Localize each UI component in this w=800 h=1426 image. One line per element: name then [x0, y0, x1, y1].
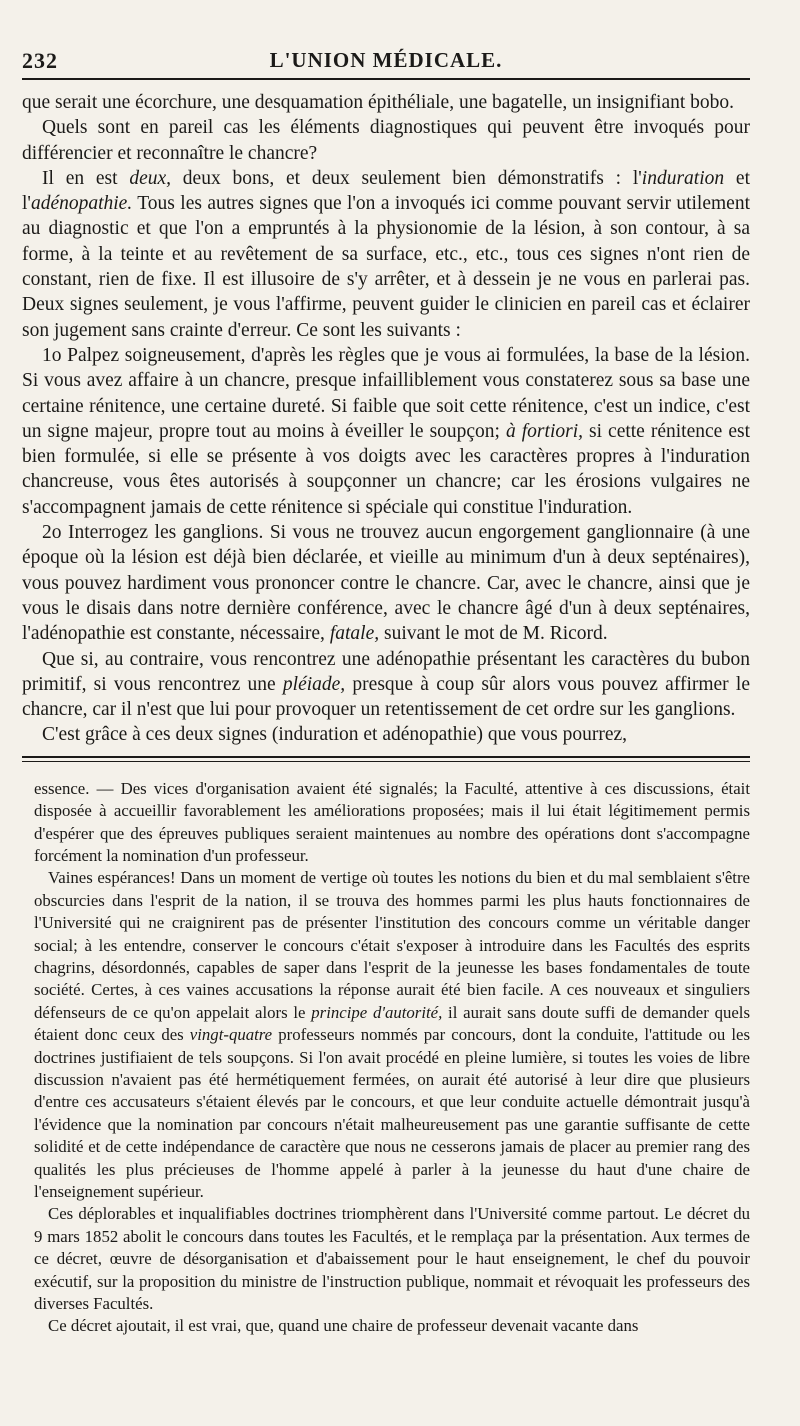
paragraph: 2o Interrogez les ganglions. Si vous ne trouvez aucun engorgement ganglionnaire (à une époque où la lésion est déjà bien déclarée, et vieille au minimum d'un à deux septénaires), vous pouvez hardiment vous prononcer contre le chancre. Car, avec le chancre, ainsi que je vous le disais dans notre dernière conférence, avec le chancre âgé d'un à deux septénaires, l'adénopathie est constante, nécessaire, fatale, suivant le mot de M. Ricord.	[22, 522, 750, 645]
page-number: 232	[22, 48, 58, 73]
footnote-paragraph: Ce décret ajoutait, il est vrai, que, quand une chaire de professeur devenait vacante dans	[48, 1316, 639, 1336]
paragraph: Que si, au contraire, vous rencontrez une adénopathie présentant les caractères du bubon primitif, si vous rencontrez une pléiade, presque à coup sûr alors vous pouvez affirmer le chancre, car il n'est que lui pour provoquer un retentissement de cet ordre sur les ganglions.	[22, 648, 750, 721]
paragraph: C'est grâce à ces deux signes (induration et adénopathie) que vous pourrez,	[42, 724, 628, 746]
footnote-separator-rule	[22, 756, 750, 762]
page-header	[22, 48, 750, 80]
paragraph: Quels sont en pareil cas les éléments diagnostiques qui peuvent être invoqués pour différencier et reconnaître le chancre?	[22, 117, 750, 164]
paragraph: Il en est deux, deux bons, et deux seulement bien démonstratifs : l'induration et l'adénopathie. Tous les autres signes que l'on a invoqués ici comme pouvant servir utilement au diagnostic et que l'on a empruntés à la physionomie de la lésion, à son contour, à sa forme, à la teinte et au revêtement de sa surface, etc., etc., tous ces signes n'ont rien de constant, rien de fixe. Il est illusoire de s'y arrêter, et à dessein je ne vous en parlerai pas. Deux signes seulement, je vous l'affirme, peuvent guider le clinicien en pareil cas et éclairer son jugement sans crainte d'erreur. Ce sont les suivants :	[22, 167, 750, 341]
footnote-paragraph: Ces déplorables et inqualifiables doctrines triomphèrent dans l'Université comme partout. Le décret du 9 mars 1852 abolit le concours dans toutes les Facultés, et le remplaça par la présentation. Aux termes de ce décret, œuvre de désorganisation et d'abaissement pour le haut enseignement, le chef du pouvoir exécutif, sur la proposition du ministre de l'instruction publique, nommait et révoquait les professeurs des diverses Facultés.	[34, 1204, 750, 1314]
running-title: L'UNION MÉDICALE.	[269, 48, 503, 72]
footnote-paragraph: essence. — Des vices d'organisation avaient été signalés; la Faculté, attentive à ces discussions, était disposée à accueillir favorablement les améliorations proposées; mais il lui était légitimement permis d'espérer que des épreuves publiques seraient maintenues au nombre des opérations dont s'accompagne forcément la nomination d'un professeur.	[34, 778, 750, 865]
footnote-paragraph: Vaines espérances! Dans un moment de vertige où toutes les notions du bien et du mal semblaient s'être obscurcies dans l'esprit de la nation, il se trouva des hommes parmi les plus hauts fonctionnaires de l'Université qui ne craignirent pas de présenter l'institution des concours comme un véritable danger social; à les entendre, conserver le concours c'était s'exposer à introduire dans les Facultés des esprits chagrins, désordonnés, capables de saper dans l'esprit de la jeunesse les bases fondamentales de toute société. Certes, à ces vaines accusations la réponse aurait été bien facile. A ces nouveaux et singuliers défenseurs de ce qu'on appelait alors le principe d'autorité, il aurait sans doute suffi de demander quels étaient donc ceux des vingt-quatre professeurs nommés par concours, dont la conduite, l'attitude ou les doctrines justifiaient de tels soupçons. Si l'on avait procédé en pleine lumière, si toutes les voies de libre discussion n'avaient pas été hermétiquement fermées, on aurait été autorisé à leur dire que plusieurs d'entre ces accusateurs s'étaient élevés par le concours, et que leur conduite actuelle démontrait jusqu'à l'évidence que la nomination par concours n'était malheureusement pas une garantie suffisante de cette solidité et de cette indépendance de caractère que nous ne cesserons jamais de placer au premier rang des qualités les plus précieuses de l'homme appelé à parler à la jeunesse du haut d'une chaire de l'enseignement supérieur.	[34, 868, 750, 1202]
footnote-text	[22, 778, 750, 1338]
paragraph: que serait une écorchure, une desquamation épithéliale, une bagatelle, un insignifiant bobo.	[22, 92, 735, 113]
paragraph: 1o Palpez soigneusement, d'après les règles que je vous ai formulées, la base de la lésion. Si vous avez affaire à un chancre, presque infailliblement vous constaterez sous sa base une certaine rénitence, une certaine dureté. Si faible que soit cette rénitence, c'est un indice, c'est un signe majeur, propre tout au moins à éveiller le soupçon; à fortiori, si cette rénitence est bien formulée, si elle se présente à vos doigts avec les caractères propres à l'induration chancreuse, vous êtes autorisés à soupçonner un chancre; car les érosions vulgaires ne s'accompagnent jamais de cette rénitence si spéciale qui constitue l'induration.	[22, 344, 750, 518]
main-body-text	[22, 90, 750, 748]
